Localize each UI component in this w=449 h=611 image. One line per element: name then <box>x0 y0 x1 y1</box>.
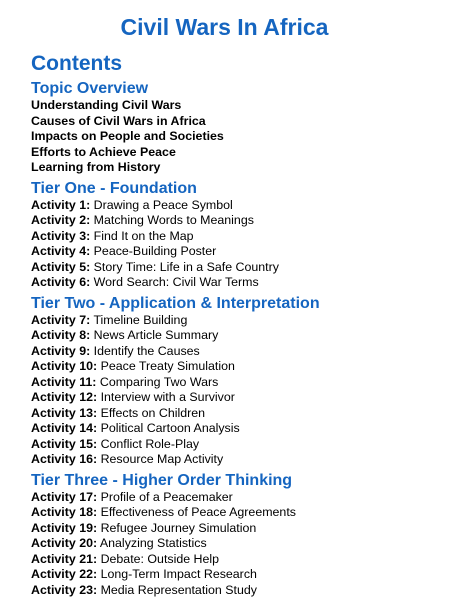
activity-number: Activity 9: <box>31 343 91 358</box>
activity-title: Story Time: Life in a Safe Country <box>93 259 279 274</box>
tier-two-list <box>31 313 449 468</box>
activity-number: Activity 3: <box>31 228 91 243</box>
document-title: Civil Wars In Africa <box>120 14 329 40</box>
activity-item <box>31 552 449 568</box>
activity-title: Resource Map Activity <box>100 452 224 466</box>
activity-item <box>31 583 449 599</box>
activity-title: Word Search: Civil War Terms <box>93 275 259 289</box>
activity-item <box>31 359 449 375</box>
activity-item <box>31 375 449 391</box>
activity-item <box>31 521 449 537</box>
activity-number: Activity 5: <box>31 259 91 274</box>
activity-item <box>31 505 449 521</box>
activity-title: Profile of a Peacemaker <box>100 489 233 504</box>
activity-item <box>31 536 449 552</box>
activity-number: Activity 14: <box>31 421 98 435</box>
activity-item <box>31 490 449 506</box>
activity-item <box>31 328 449 344</box>
tier-two-heading: Tier Two - Application & Interpretation <box>31 294 320 312</box>
activity-number: Activity 19: <box>31 520 98 535</box>
activity-item <box>31 437 449 453</box>
activity-number: Activity 18: <box>31 505 98 519</box>
activity-title: Debate: Outside Help <box>100 551 220 566</box>
activity-title: News Article Summary <box>93 328 219 342</box>
activity-number: Activity 11: <box>31 374 97 389</box>
topic-overview-list <box>31 98 449 176</box>
activity-number: Activity 1: <box>31 197 91 212</box>
activity-number: Activity 8: <box>31 328 91 342</box>
activity-number: Activity 23: <box>31 582 98 597</box>
activity-title: Effects on Children <box>100 405 206 420</box>
activity-number: Activity 4: <box>31 244 91 258</box>
activity-title: Peace-Building Poster <box>93 244 217 258</box>
activity-title: Political Cartoon Analysis <box>100 421 240 435</box>
activity-title: Drawing a Peace Symbol <box>93 197 233 212</box>
tier-three-heading: Tier Three - Higher Order Thinking <box>31 471 293 489</box>
activity-number: Activity 16: <box>31 452 98 466</box>
activity-title: Conflict Role-Play <box>100 436 200 451</box>
topic-item: Causes of Civil Wars in Africa <box>31 113 206 128</box>
activity-title: Find It on the Map <box>93 228 194 243</box>
activity-item <box>31 344 449 360</box>
contents-heading: Contents <box>31 52 122 75</box>
tier-one-list <box>31 198 449 291</box>
activity-title: Analyzing Statistics <box>99 536 207 550</box>
activity-number: Activity 12: <box>31 390 98 404</box>
activity-title: Identify the Causes <box>93 343 200 358</box>
activity-item <box>31 229 449 245</box>
activity-item <box>31 421 449 437</box>
activity-title: Effectiveness of Peace Agreements <box>100 505 296 519</box>
activity-number: Activity 17: <box>31 489 98 504</box>
activity-number: Activity 20: <box>31 536 98 550</box>
tier-three-list <box>31 490 449 599</box>
activity-item <box>31 275 449 291</box>
topic-overview-heading: Topic Overview <box>31 80 149 97</box>
activity-title: Peace Treaty Simulation <box>100 359 235 373</box>
activity-item <box>31 452 449 468</box>
activity-number: Activity 22: <box>31 567 98 581</box>
activity-number: Activity 7: <box>31 312 91 327</box>
activity-number: Activity 10: <box>31 359 98 373</box>
activity-number: Activity 2: <box>31 213 91 227</box>
activity-title: Media Representation Study <box>100 582 257 597</box>
activity-item <box>31 567 449 583</box>
activity-item <box>31 313 449 329</box>
activity-title: Matching Words to Meanings <box>93 213 254 227</box>
activity-item <box>31 406 449 422</box>
activity-title: Timeline Building <box>93 312 188 327</box>
activity-number: Activity 15: <box>31 436 98 451</box>
topic-item: Learning from History <box>31 160 161 174</box>
activity-number: Activity 21: <box>31 551 98 566</box>
activity-number: Activity 6: <box>31 275 91 289</box>
activity-title: Long-Term Impact Research <box>100 567 257 581</box>
tier-one-heading: Tier One - Foundation <box>31 179 197 197</box>
activity-number: Activity 13: <box>31 405 98 420</box>
activity-item <box>31 244 449 260</box>
activity-title: Refugee Journey Simulation <box>100 520 257 535</box>
activity-item <box>31 260 449 276</box>
activity-title: Interview with a Survivor <box>100 390 235 404</box>
topic-item: Understanding Civil Wars <box>31 98 182 112</box>
topic-item: Efforts to Achieve Peace <box>31 144 176 159</box>
activity-item <box>31 198 449 214</box>
activity-title: Comparing Two Wars <box>99 374 219 389</box>
activity-item <box>31 213 449 229</box>
topic-item: Impacts on People and Societies <box>31 129 224 143</box>
activity-item <box>31 390 449 406</box>
